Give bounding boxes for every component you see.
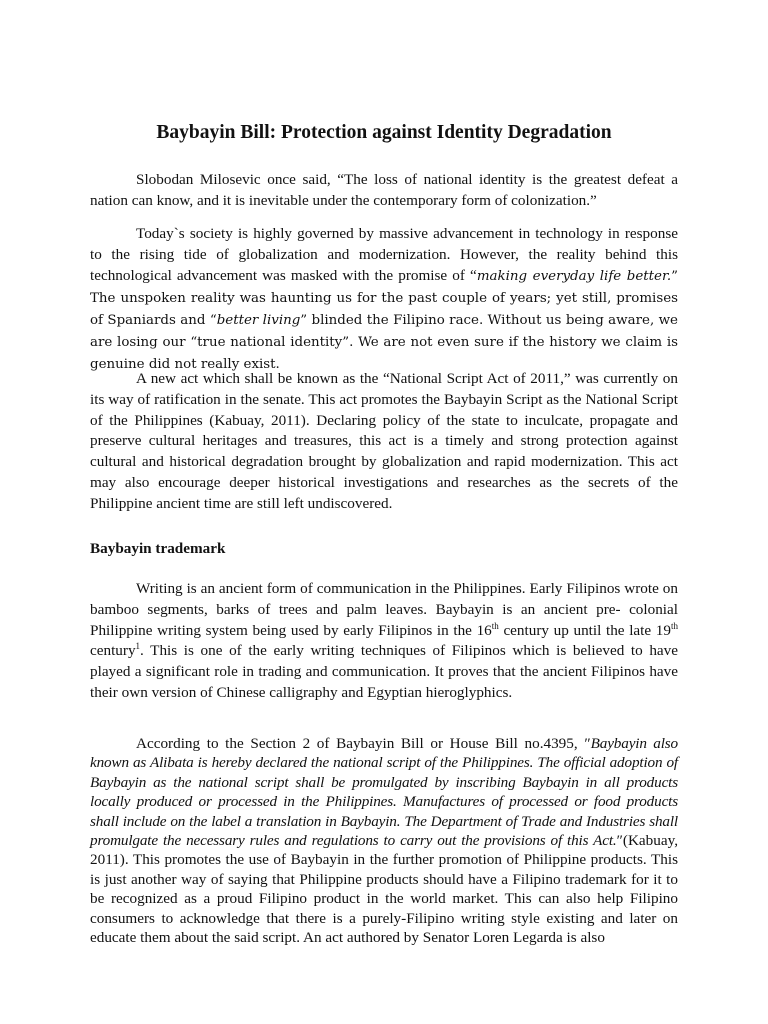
italic-phrase-better-living: better living xyxy=(216,313,301,328)
open-quote-mark: ″ xyxy=(584,735,591,752)
text-run: Writing is an ancient form of communication in the Philippines. Early Filipinos wrote on bamboo segments, barks of trees and palm leaves. Baybayin is an ancient pre- colonial Philippine writing system being used by early Filipinos in the 16 xyxy=(90,580,678,639)
superscript: th xyxy=(491,620,499,631)
section-heading-baybayin-trademark: Baybayin trademark xyxy=(90,540,226,557)
paragraph-writing-history xyxy=(90,579,678,704)
close-quote-mark: ″ xyxy=(616,832,623,850)
paragraph-house-bill xyxy=(90,734,678,947)
paragraph-intro-quote: Slobodan Milosevic once said, “The loss of national identity is the greatest defeat a nation can know, and it is inevitable under the contemporary form of colonization.” xyxy=(90,171,678,209)
text-run: Today`s society is highly governed by massive advancement in technology in response to the rising tide of globalization and modernization. However, the reality behind this technological advancement was masked with the promise of “ xyxy=(90,225,678,284)
text-run: . This is one of the early writing techniques of Filipinos which is believed to have played a significant role in trading and communication. It proves that the ancient Filipinos have their own version of Chinese calligraphy and Egyptian hieroglyphics. xyxy=(90,642,678,701)
superscript: th xyxy=(670,620,678,631)
italic-phrase-everyday-life: making everyday life better. xyxy=(476,269,672,284)
text-run: According to the Section 2 of Baybayin Bill or House Bill no.4395, xyxy=(136,735,585,752)
text-run: century up until the late 19 xyxy=(498,621,671,639)
paragraph-technology xyxy=(90,223,678,375)
footnote-marker: 1 xyxy=(135,641,141,652)
text-run: ” The unspoken reality was haunting us for the past couple of years; yet still, promises of Spaniards and “ xyxy=(90,269,679,328)
paragraph-national-script-act: A new act which shall be known as the “National Script Act of 2011,” was currently on its way of ratification in the senate. This act promotes the Baybayin Script as the National Script of the Philippines (Kabuay, 2011). Declaring policy of the state to inculcate, propagate and preserve cultural heritages and treasures, this act is a timely and strong protection against cultural and historical degradation brought by globalization and rapid modernization. This act may also encourage deeper historical investigations and researches as the secrets of the Philippine ancient time are still left undiscovered. xyxy=(90,370,678,512)
document-title: Baybayin Bill: Protection against Identity Degradation xyxy=(156,122,612,143)
text-run: century xyxy=(90,642,136,660)
italic-bill-quotation: Baybayin also known as Alibata is hereby declared the national script of the Philippines. The official adoption of Baybayin as the national script shall be promulgated by inscribing Baybayin in all products locally produced or processed in the Philippines. Manufactures of processed or food products shall include on the label a translation in Baybayin. The Department of Trade and Industries shall promulgate the necessary rules and regulations to carry out the provisions of this Act. xyxy=(90,735,678,850)
text-run: ” blinded the Filipino race. Without us being aware, we are losing our “true national identity”. We are not even sure if the history we claim is genuine did not really exist. xyxy=(90,313,678,372)
text-run: (Kabuay, 2011). This promotes the use of Baybayin in the further promotion of Philippine products. This is just another way of saying that Philippine products should have a Filipino trademark for it to be recognized as a proud Filipino product in the world market. This can also help Filipino consumers to acknowledge that there is a purely-Filipino writing style existing and later on educate them about the said script. An act authored by Senator Loren Legarda is also xyxy=(90,832,678,947)
